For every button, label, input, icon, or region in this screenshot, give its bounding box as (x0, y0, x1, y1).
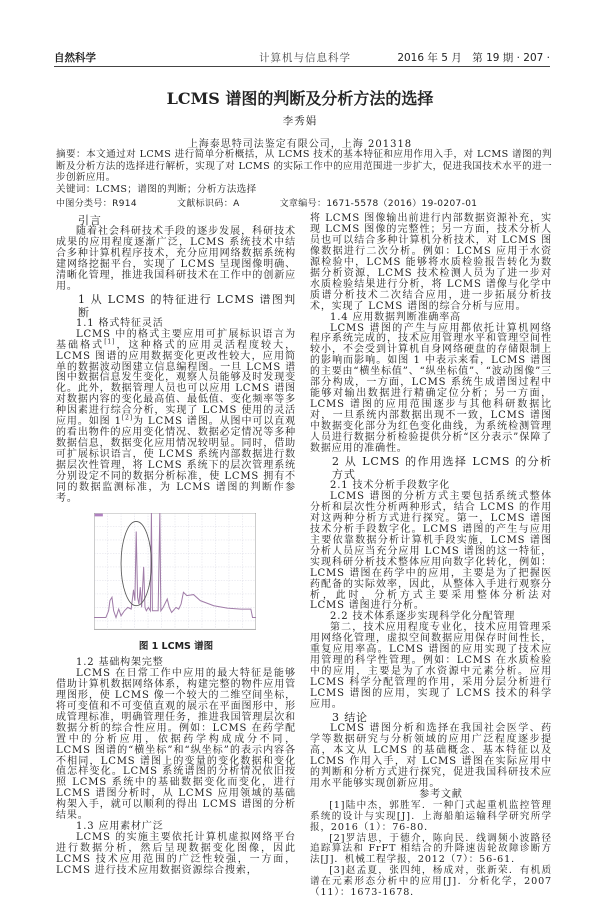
section-1-4-paragraph: LCMS 谱图的产生与应用都依托计算机网络程序系统完成的，技术应用管理水平和管理空间性较小，不会受到计算机自身网络硬盘的存储限制上的影响而影响。如图 1 中表示来看，LCMS 谱图的主要由“横坐标值”、“纵坐标值”、“波动图像”三部分构成，一方面，LCMS 系统生成谱图过程中能够对输出数据进行精确定位分析；另一方面，LCMS 谱图的应用范围逐步与其他科研数据比对，一旦系统内部数据出现不一致，LCMS 谱图中数据变化部分为红色变化曲线，为系统检测管理人员进行数据分析检验提供分析“区分表示”保障了数据应用的准确性。 (310, 322, 552, 455)
text-run: LCMS 中的格式主要应用可扩展标识语言为基础格式 (56, 328, 296, 351)
section-2-2-heading: 2.2 技术体系逐步实现科学化分配管理 (330, 611, 516, 623)
keywords (56, 184, 552, 196)
article-label: 文章编号： (279, 199, 327, 210)
citation: [2] (121, 414, 133, 422)
section-1-2-paragraph: LCMS 在日常工作中应用的最大特征是能够借助计算机数据网络体系，构建完整的物件应用管理图形，使 LCMS 像一个较大的二维空间坐标，将可变值和不可变值直观的展示在平面图形中，形成管理标准，明确管理任务，推进我国管理层次和数据分析的综合性应用。例如：LCMS 在药学配置中的分析应用，依据药学构成成分不同，LCMS 图谱的“横坐标”和“纵坐标”的表示内容各不相同，LCMS 谱图上的变量的变化数据和变化值怎样变化。LCMS 系统谱图的分析情况依旧按照 LCMS 系统中的基础数据变化而变化，进行 LCMS 谱图分析时，从 LCMS 应用领域的基础构架入手，就可以顺利的得出 LCMS 谱图的分析结果。 (56, 667, 296, 822)
abstract-block (56, 149, 552, 211)
references-heading: 参考文献 (419, 788, 463, 800)
abstract (56, 149, 552, 184)
keywords-text: LCMS；谱图的判断；分析方法选择 (95, 183, 257, 195)
section-2-heading: 2 从 LCMS 的作用选择 LCMS 的分析方式 (332, 454, 552, 481)
intro-heading: 引言 (78, 214, 102, 227)
section-2-2-paragraph: 第二，技术应用程度专业化，技术应用管理采用网络化管理，虚拟空间数据应用保存时间性长，重复应用率高。LCMS 谱图的应用实现了技术应用管理的科学性管理。例如：LCMS 在水质检验中的应用，主要是为了水资源中元素分析。应用 LCMS 科学分配管理的作用，采用分层分析进行 LCMS 谱图的应用，实现了 LCMS 技术的科学应用。 (310, 622, 552, 711)
keywords-label: 关键词： (56, 183, 96, 195)
paper-title: LCMS 谱图的判断及分析方法的选择 (166, 89, 434, 108)
section-1-heading: 1 从 LCMS 的特征进行 LCMS 谱图判断 (78, 292, 296, 319)
clc-label: 中图分类号： (56, 199, 113, 210)
clc-value: R914 (112, 199, 137, 210)
section-2-1-heading: 2.1 技术分析手段数字化 (330, 479, 451, 491)
text-run: ，这种格式的应用灵活程度较大，LCMS 图谱的应用数据变化更改性较大，应用简单的数据波动图建立信息编程图。一旦 LCMS 谱图中数据信息发生变化，观察人员能够及时发现变化。此外，数据管理人员也可以应用 LCMS 谱图对数据内容的变化最高值、最低值、变化频率等多种因素进行综合分析，实现了 LCMS 使用的灵活应用。如图 1 (56, 339, 297, 428)
abstract-label: 摘要： (56, 149, 87, 160)
author: 李秀娟 (282, 115, 318, 127)
issue-info: 2016 年 5 月 第 19 期 · 207 · (397, 52, 550, 64)
running-header (54, 50, 550, 67)
reference-item: [3]赵孟夏，张四纯，杨成对，张新荣．有机质谱在元素形态分析中的应用[J]．分析化学，2007（11）：1673-1678． (310, 865, 552, 899)
section-1-2-heading: 1.2 基础构架完整 (76, 656, 164, 668)
section-1-4-heading: 1.4 应用数据判断准确率高 (330, 311, 461, 323)
section-2-1-paragraph: LCMS 谱图的分析方式主要包括系统式整体分析和层次性分析两种形式，结合 LCMS 的作用对这两种分析方式进行探究。第一，LCMS 谱图技术分析手段数字化。LCMS 谱图的产生与应用主要依靠数据分析计算机手段实施，LCMS 谱图分析人员应当充分应用 LCMS 谱图的这一特征，实现科研分析技术整体应用向数字化转化，例如：LCMS 谱图在药学中的应用，主要是为了把握医药配备的实际效率，因此，从整体入手进行观察分析，此时，分析方式主要采用整体分析法对 LCMS 谱图进行分析。 (310, 490, 552, 612)
right-column (310, 214, 552, 899)
text-run: 为 LCMS 谱图。从图中可以直观的看出物件的应用变化情况、数据必定情况等多种数据信息，数据变化应用情况较明显。同时，借助可扩展标识语言，使 LCMS 系统内部数据进行数据层次性管理，将 LCMS 系统下的层次管理系统分别设定不同的数据分析标准，使 LCMS 拥有不同的数据监测标准，为 LCMS 谱图的判断作参考。 (56, 416, 296, 504)
affiliation: 上海泰思特司法鉴定有限公司，上海 201318 (187, 139, 413, 150)
intro-paragraph: 随着社会科研技术手段的逐步发展，科研技术成果的应用程度逐渐广泛，LCMS 系统技术中结合多种计算机程序技术，充分应用网络数据系统构建网络挖掘平台，实现了 LCMS 呈现图像明确、清晰化管理，推进我国科研技术在工作中的创新应用。 (56, 226, 296, 292)
reference-item: [2]罗洁思，于德介，陈向民．线调频小波路径追踪算法和 FrFT 相结合的升降速齿轮故障诊断方法[J]．机械工程学报，2012（7）：56-61． (310, 832, 552, 866)
reference-item: [1]陆中杰，郭胜军．一种门式起重机监控管理系统的设计与实现[J]．上海船舶运输科学研究所学报，2016（1）：76-80． (310, 799, 552, 833)
citation: [1] (104, 338, 116, 346)
section-1-1-heading: 1.1 格式特征灵活 (76, 317, 164, 329)
abstract-text: 本文通过对 LCMS 进行简单分析概括，从 LCMS 技术的基本特征和应用作用入手，对 LCMS 谱图的判断及分析方法的选择进行解析，实现了对 LCMS 的实际工作中的应用范围进一步扩大，促进我国技术水平的进一步创新应用。 (56, 149, 552, 184)
section-label: 自然科学 (54, 52, 96, 64)
figure-caption: 图 1 LCMS 谱图 (138, 640, 214, 652)
doc-value: A (233, 199, 240, 210)
classification (56, 199, 552, 211)
doc-label: 文献标识码： (176, 199, 234, 210)
trace-label-tag (95, 514, 103, 517)
conclusion-paragraph: LCMS 谱图分析和选择在我国社会医学、药学等数据研究与分析领域的应用广泛程度逐步提高，本文从 LCMS 的基础概念、基本特征以及 LCMS 作用入手，对 LCMS 谱图在实际应用中的判断和分析方式进行探究，促进我国科研技术应用水平能够实现创新应用。 (310, 722, 552, 789)
figure-1 (56, 510, 296, 658)
section-3-heading: 3 结论 (332, 710, 368, 724)
section-1-3-heading: 1.3 应用素材广泛 (76, 821, 164, 833)
left-column (56, 214, 296, 877)
section-1-1-paragraph (56, 330, 296, 505)
lcms-spectrum-chart (94, 513, 256, 631)
article-value: 1671-5578（2016）19-0207-01 (326, 199, 478, 210)
section-1-3-paragraph: LCMS 的实施主要依托计算机虚拟网络平台进行数据分析，然后呈现数据变化图像，因此 LCMS 技术应用范围的广泛性较强，一方面，LCMS 进行技术应用数据资源综合搜索， (56, 832, 296, 877)
continued-paragraph: 将 LCMS 图像输出前进行内部数据资源补充，实现 LCMS 图像的完整性；另一方面，技术分析人员也可以结合多种计算机分析技术，对 LCMS 图像数据进行二次分析。例如：LCMS 应用于水资源检验中，LCMS 能够将水质检验报告转化为数据分析资源，LCMS 技术检测人员为了进一步对水质检验结果进行分析，将 LCMS 谱像与化学中质谱分析技术二次结合应用，进一步拓展分析技术，实现了 LCMS 谱图的综合分析与应用。 (310, 213, 552, 312)
journal-name: 计算机与信息科学 (259, 52, 351, 64)
